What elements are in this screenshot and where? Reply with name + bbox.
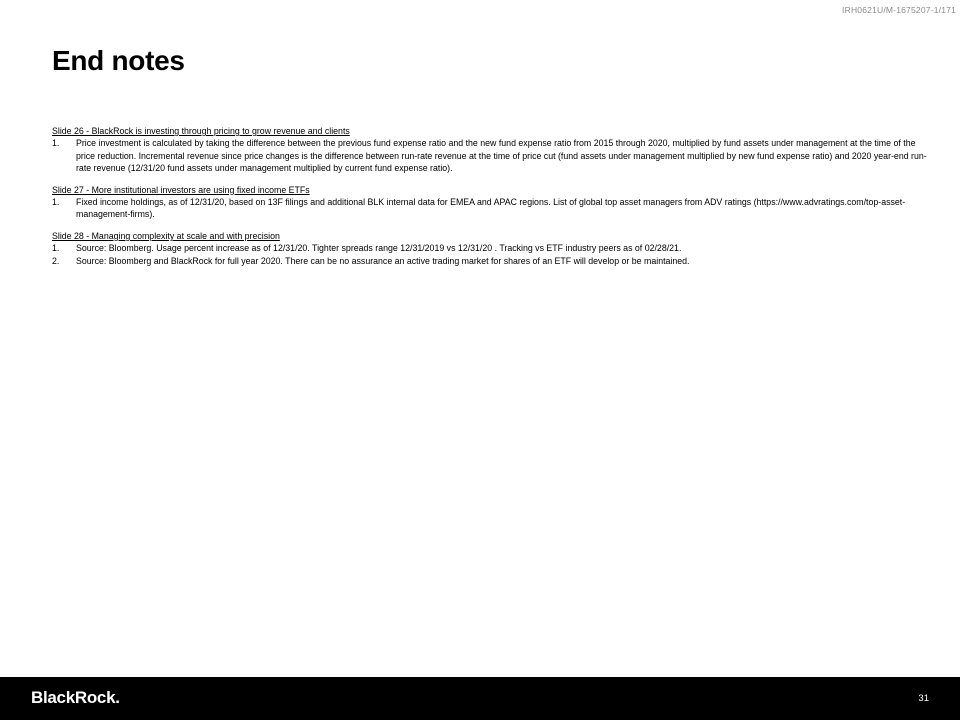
page-title: End notes: [52, 45, 185, 76]
note-number: 1.: [52, 138, 60, 149]
blackrock-logo: BlackRock.: [31, 688, 120, 707]
note-item: [52, 196, 932, 221]
notes-section-slide-27: [52, 184, 932, 221]
section-heading: Slide 26 - BlackRock is investing through pricing to grow revenue and clients: [52, 126, 350, 136]
document-id: IRH0621U/M-1675207-1/171: [842, 5, 956, 15]
note-number: 1.: [52, 243, 60, 254]
note-text: Source: Bloomberg and BlackRock for full year 2020. There can be no assurance an active trading market for shares of an ETF will develop or be maintained.: [76, 255, 690, 266]
note-item: [52, 242, 932, 254]
note-item: [52, 255, 932, 267]
notes-section-slide-28: [52, 230, 932, 267]
notes-section-slide-26: [52, 125, 932, 175]
note-list: [52, 137, 932, 174]
end-notes: [52, 125, 932, 276]
page-number: 31: [918, 693, 929, 704]
footer-bar: [0, 677, 960, 720]
note-number: 1.: [52, 197, 60, 208]
section-heading: Slide 28 - Managing complexity at scale and with precision: [52, 230, 280, 241]
note-number: 2.: [52, 255, 60, 266]
note-text: Price investment is calculated by taking the difference between the previous fund expense ratio and the new fund expense ratio from 2015 through 2020, multiplied by fund assets under management at the time of the price reduction. Incremental revenue since price changes is the difference between run-rate revenue at the time of price cut (fund assets under management multiplied by new fund expense ratio) and 2020 year-end run-rate revenue (12/31/20 fund assets under management multiplied by current fund expense ratio).: [76, 138, 927, 174]
note-list: [52, 242, 932, 267]
section-heading: Slide 27 - More institutional investors are using fixed income ETFs: [52, 184, 310, 195]
note-text: Source: Bloomberg. Usage percent increase as of 12/31/20. Tighter spreads range 12/31/2019 vs 12/31/20 . Tracking vs ETF industry peers as of 02/28/21.: [76, 243, 682, 254]
note-list: [52, 196, 932, 221]
note-item: [52, 137, 932, 174]
note-text: Fixed income holdings, as of 12/31/20, based on 13F filings and additional BLK internal data for EMEA and APAC regions. List of global top asset managers from ADV ratings (https://www.advratings.com/top-asset-management-firms).: [76, 197, 906, 220]
